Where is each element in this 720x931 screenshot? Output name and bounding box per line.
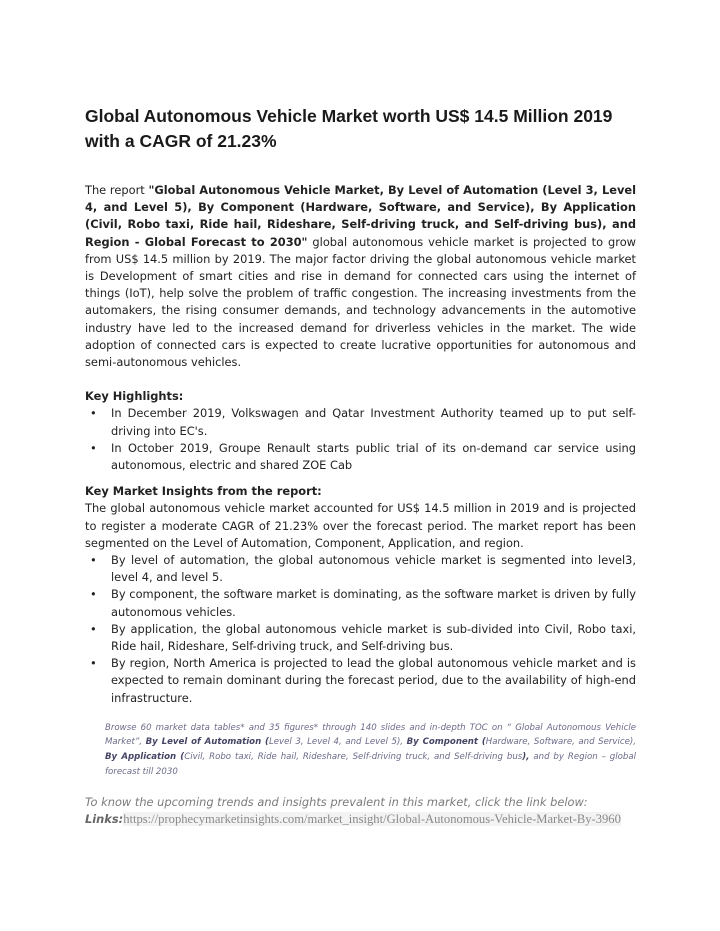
document-page [85, 104, 636, 828]
browse-note [105, 721, 636, 779]
intro-text: global autonomous vehicle market is projected to grow from US$ 14.5 million by 2019. The major factor driving the global autonomous vehicle market is Development of smart cities and rise in demand for connected cars using the internet of things (IoT), help solve the problem of traffic congestion. The increasing investments from the automakers, the rising consumer demands, and technology advancements in the automotive industry have led to the increased demand for driverless vehicles in the market. The wide adoption of connected cars is expected to create lucrative opportunities for autonomous and semi-autonomous vehicles. [85, 234, 636, 370]
links-label: Links: [85, 812, 124, 827]
note-text: Browse 60 market data tables* and 35 figures* through 140 slides and in-depth TOC on “ Global Autonomous Vehicle Market”, [105, 722, 636, 748]
key-insights-paragraph: The global autonomous vehicle market accounted for US$ 14.5 million in 2019 and is projected to register a moderate CAGR of 21.23% over the forecast period. The market report has been segmented on the Level of Automation, Component, Application, and region. [85, 501, 636, 550]
note-text: and by Region – global forecast till 2030 [105, 752, 636, 777]
key-insights-list [85, 552, 636, 707]
call-to-action: To know the upcoming trends and insights prevalent in this market, click the link below: [85, 795, 588, 810]
key-highlights-heading: Key Highlights: [85, 389, 184, 404]
key-highlights-list [85, 405, 636, 474]
list-item: • In October 2019, Groupe Renault starts public trial of its on-demand car service using autonomous, electric and shared ZOE Cab [111, 440, 636, 474]
document-title: Global Autonomous Vehicle Market worth US$ 14.5 Million 2019 with a CAGR of 21.23% [85, 106, 613, 151]
intro-lead: The report [85, 183, 149, 197]
list-item: • By level of automation, the global autonomous vehicle market is segmented into level3, level 4, and level 5. [111, 552, 636, 586]
note-bold: ), [522, 752, 530, 763]
note-bold: By Level of Automation ( [145, 737, 269, 748]
note-text: Civil, Robo taxi, Ride hail, Rideshare, Self-driving truck, and Self-driving bus [184, 752, 523, 763]
note-bold: By Application ( [105, 752, 185, 763]
key-insights-heading: Key Market Insights from the report: [85, 484, 322, 499]
report-link[interactable]: https://prophecymarketinsights.com/market_insight/Global-Autonomous-Vehicle-Market-By-3960 [123, 812, 621, 827]
note-text: Level 3, Level 4, and Level 5), [268, 737, 407, 748]
links-line [85, 811, 636, 828]
note-bold: By Component ( [406, 737, 486, 748]
list-item: • By component, the software market is dominating, as the software market is driven by fully autonomous vehicles. [111, 586, 636, 620]
report-name: "Global Autonomous Vehicle Market, By Level of Automation (Level 3, Level 4, and Level 5), By Component (Hardware, Software, and Service), By Application (Civil, Robo taxi, Ride hail, Rideshare, Self-driving truck, and Self-driving bus), and Region - Global Forecast to 2030" [85, 183, 637, 249]
list-item: • By region, North America is projected to lead the global autonomous vehicle market and is expected to remain dominant during the forecast period, due to the availability of high-end infrastructure. [111, 655, 636, 707]
list-item: • By application, the global autonomous vehicle market is sub-divided into Civil, Robo taxi, Ride hail, Rideshare, Self-driving truck, and Self-driving bus. [111, 621, 636, 655]
list-item: • In December 2019, Volkswagen and Qatar Investment Authority teamed up to put self-driving into EC's. [111, 405, 636, 439]
intro-paragraph [85, 182, 636, 371]
note-text: Hardware, Software, and Service), [485, 737, 636, 748]
